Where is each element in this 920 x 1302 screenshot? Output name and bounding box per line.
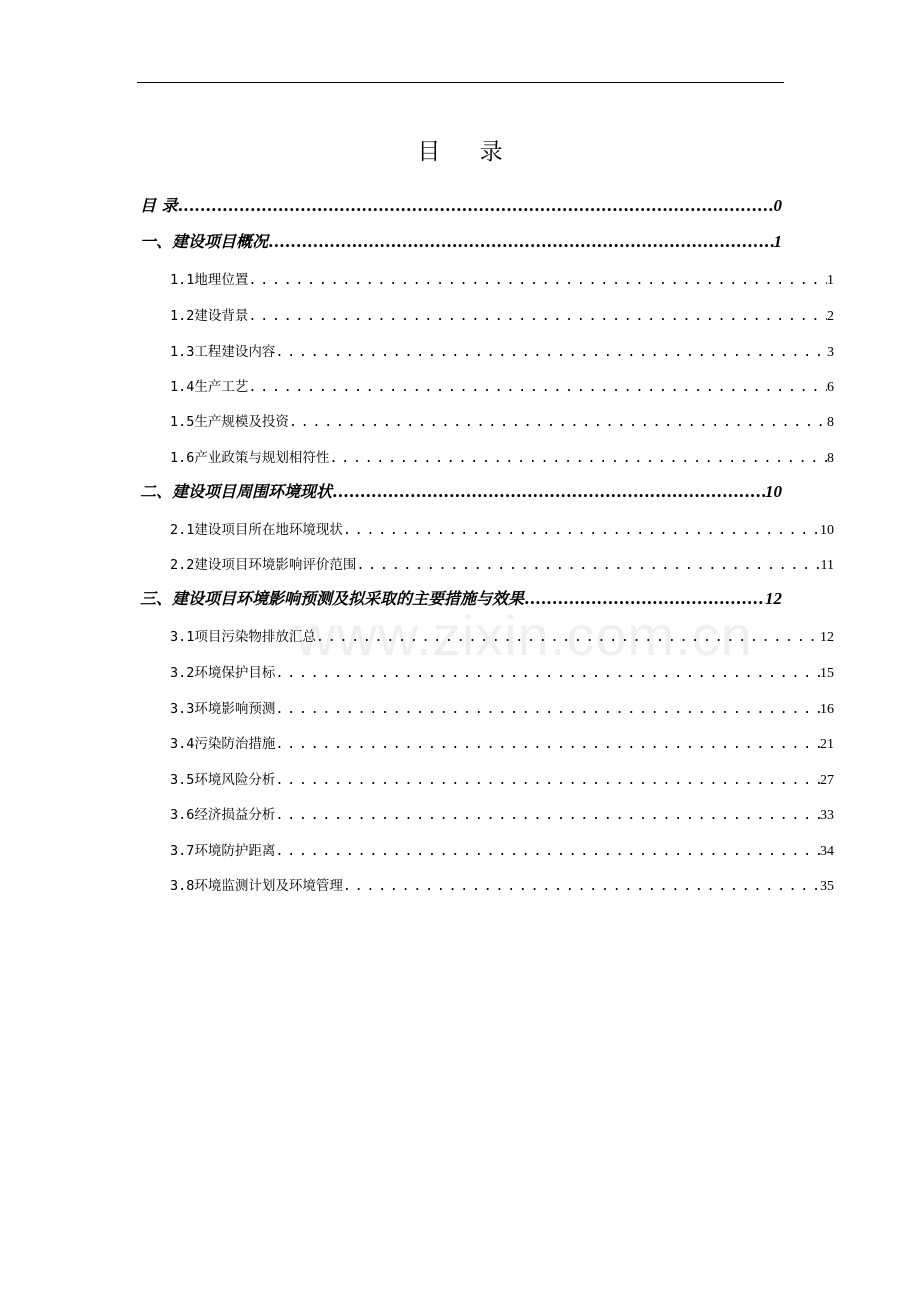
toc-leader-dots [332, 482, 765, 501]
toc-entry[interactable] [170, 768, 834, 790]
toc-entry[interactable] [170, 553, 834, 575]
toc-leader-dots [289, 414, 827, 430]
toc-leader-dots [275, 772, 820, 788]
toc-entry[interactable] [170, 625, 834, 647]
toc-entry-page: 35 [820, 879, 834, 894]
toc-entry-page: 33 [820, 808, 834, 823]
toc-entry-page: 3 [827, 345, 834, 360]
toc-leader-dots [316, 629, 820, 645]
toc-entry-page: 6 [827, 380, 834, 395]
toc-entry[interactable] [140, 193, 782, 217]
toc-entry-label: 1.6产业政策与规划相符性 [170, 450, 330, 466]
toc-leader-dots [275, 807, 820, 823]
toc-title: 目 录 [417, 139, 519, 165]
toc-entry-label: 目 录 [140, 196, 178, 215]
toc-entry-page: 8 [827, 415, 834, 430]
toc-entry-label: 3.6经济损益分析 [170, 807, 276, 823]
toc-entry-label: 3.1项目污染物排放汇总 [170, 629, 316, 645]
toc-entry-label: 3.8环境监测计划及环境管理 [170, 878, 343, 894]
toc-leader-dots [356, 557, 820, 573]
toc-entry[interactable] [170, 446, 834, 468]
toc-entry-page: 27 [820, 773, 834, 788]
toc-leader-dots [343, 878, 820, 894]
toc-entry[interactable] [170, 518, 834, 540]
toc-entry-page: 1 [827, 273, 834, 288]
toc-entry-page: 10 [820, 523, 834, 538]
toc-entry-label: 1.4生产工艺 [170, 379, 249, 395]
toc-leader-dots [275, 665, 820, 681]
toc-entry[interactable] [170, 268, 834, 290]
toc-entry-page: 11 [820, 558, 834, 573]
toc-entry[interactable] [140, 229, 782, 253]
toc-leader-dots [329, 450, 827, 466]
toc-entry-label: 1.2建设背景 [170, 308, 249, 324]
toc-leader-dots [275, 843, 820, 859]
toc-entry-label: 2.2建设项目环境影响评价范围 [170, 557, 357, 573]
toc-entry[interactable] [170, 697, 834, 719]
watermark: www.zixin.com.cn [295, 604, 753, 667]
toc-entry[interactable] [170, 803, 834, 825]
toc-leader-dots [275, 701, 820, 717]
toc-entry-label: 1.5生产规模及投资 [170, 414, 289, 430]
toc-entry-page: 21 [820, 737, 834, 752]
toc-leader-dots [343, 522, 820, 538]
toc-entry[interactable] [170, 410, 834, 432]
toc-entry-label: 1.3工程建设内容 [170, 344, 276, 360]
toc-leader-dots [248, 272, 827, 288]
toc-entry-page: 34 [820, 844, 834, 859]
toc-entry[interactable] [140, 479, 782, 503]
toc-entry-label: 3.2环境保护目标 [170, 665, 276, 681]
toc-entry-page: 2 [827, 309, 834, 324]
toc-leader-dots [524, 589, 765, 608]
toc-entry-page: 1 [773, 232, 782, 251]
toc-entry[interactable] [170, 661, 834, 683]
toc-entry-label: 3.7环境防护距离 [170, 843, 276, 859]
toc-entry[interactable] [170, 304, 834, 326]
toc-entry[interactable] [140, 586, 782, 610]
toc-entry[interactable] [170, 732, 834, 754]
toc-entry-label: 1.1地理位置 [170, 272, 249, 288]
toc-entry[interactable] [170, 839, 834, 861]
toc-entry-label: 3.3环境影响预测 [170, 701, 276, 717]
toc-entry-page: 10 [765, 482, 782, 501]
toc-leader-dots [268, 232, 773, 251]
toc-entry-page: 12 [820, 630, 834, 645]
toc-entry-page: 12 [765, 589, 782, 608]
toc-entry-label: 一、建设项目概况 [140, 232, 269, 251]
toc-leader-dots [275, 344, 827, 360]
toc-entry[interactable] [170, 874, 834, 896]
toc-leader-dots [248, 379, 827, 395]
toc-entry-label: 3.5环境风险分析 [170, 772, 276, 788]
toc-leader-dots [275, 736, 820, 752]
toc-entry-label: 三、建设项目环境影响预测及拟采取的主要措施与效果 [140, 589, 525, 608]
toc-entry-page: 8 [827, 451, 834, 466]
toc-leader-dots [178, 196, 774, 215]
toc-entry-label: 2.1建设项目所在地环境现状 [170, 522, 343, 538]
toc-entry-label: 二、建设项目周围环境现状 [140, 482, 333, 501]
toc-leader-dots [248, 308, 827, 324]
toc-entry[interactable] [170, 340, 834, 362]
toc-entry-page: 15 [820, 666, 834, 681]
toc-entry[interactable] [170, 375, 834, 397]
toc-entry-label: 3.4污染防治措施 [170, 736, 276, 752]
toc-entry-page: 0 [773, 196, 782, 215]
toc-entry-page: 16 [820, 702, 834, 717]
